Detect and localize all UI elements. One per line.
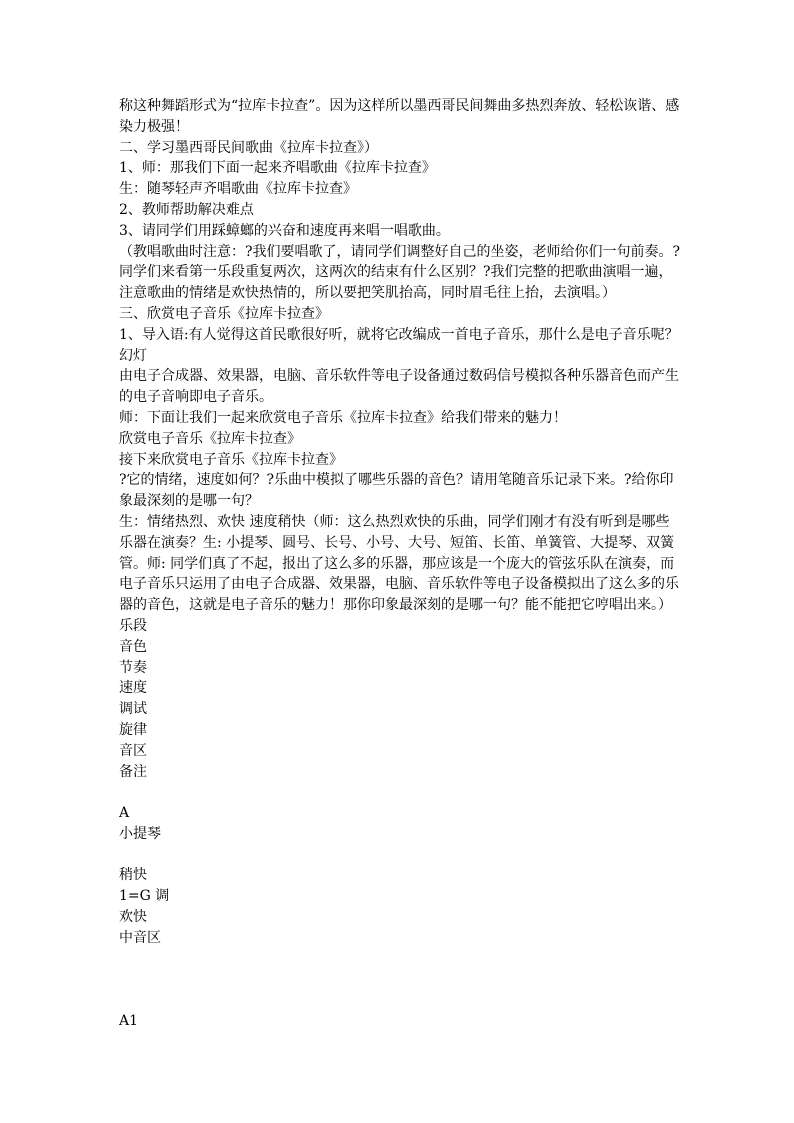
text-line: A [119, 805, 130, 822]
text-line: 幻灯 [119, 347, 147, 364]
text-line: 象最深刻的是哪一句？ [119, 493, 259, 510]
text-line: 小提琴 [119, 825, 161, 842]
text-line: 称这种舞蹈形式为“拉库卡拉查”。因为这样所以墨西哥民间舞曲多热烈奔放、轻松诙谐、感 [119, 98, 680, 114]
blank-line [119, 990, 679, 1011]
text-line: 1=G 调 [119, 888, 170, 905]
text-line: 1、师：那我们下面一起来齐唱歌曲《拉库卡拉查》 [119, 160, 436, 177]
text-line: 注意歌曲的情绪是欢快热情的，所以要把笑肌抬高，同时眉毛往上抬，去演唱。） [119, 285, 616, 302]
text-line: 师：下面让我们一起来欣赏电子音乐《拉库卡拉查》给我们带来的魅力！ [119, 409, 567, 426]
text-line: 的电子音响即电子音乐。 [119, 389, 273, 406]
text-line: 旋律 [119, 721, 147, 738]
text-line: 管。师: 同学们真了不起，报出了这么多的乐器，那应该是一个庞大的管弦乐队在演奏，而 [119, 555, 675, 572]
text-line: 染力极强！ [119, 118, 189, 135]
text-line: 节奏 [119, 659, 147, 676]
text-line: 电子音乐只运用了由电子合成器、效果器，电脑、音乐软件等电子设备模拟出了这么多的乐 [119, 576, 679, 593]
text-line: 由电子合成器、效果器，电脑、音乐软件等电子设备通过数码信号模拟各种乐器音色而产生 [119, 368, 679, 385]
blank-line [119, 845, 679, 866]
text-line: 生：随琴轻声齐唱歌曲《拉库卡拉查》 [119, 181, 357, 198]
blank-line [119, 782, 679, 803]
text-line: （教唱歌曲时注意：?我们要唱歌了，请同学们调整好自己的坐姿，老师给你们一句前奏。? [119, 243, 681, 260]
text-line: 欣赏电子音乐《拉库卡拉查》 [119, 430, 301, 447]
text-line: 同学们来看第一乐段重复两次，这两次的结束有什么区别？?我们完整的把歌曲演唱一遍， [119, 264, 673, 281]
text-line: 欢快 [119, 909, 147, 926]
text-line: 备注 [119, 763, 147, 780]
text-line: 三、欣赏电子音乐《拉库卡拉查》 [119, 305, 329, 322]
blank-line [119, 969, 679, 990]
text-line: 音区 [119, 742, 147, 759]
text-line: ?它的情绪，速度如何？?乐曲中模拟了哪些乐器的音色？请用笔随音乐记录下来。?给你印 [119, 472, 674, 489]
text-line: 器的音色，这就是电子音乐的魅力！那你印象最深刻的是哪一句？能不能把它哼唱出来。） [119, 597, 672, 614]
text-line: 调试 [119, 701, 147, 718]
document-body-text [119, 96, 679, 1032]
blank-line [119, 949, 679, 970]
text-line: 乐器在演奏？生: 小提琴、圆号、长号、小号、大号、短笛、长笛、单簧管、大提琴、双簧 [119, 534, 675, 551]
text-line: 1、导入语:有人觉得这首民歌很好听，就将它改编成一首电子音乐，那什么是电子音乐呢？ [119, 326, 679, 343]
text-line: 生：情绪热烈、欢快 速度稍快（师：这么热烈欢快的乐曲，同学们刚才有没有听到是哪些 [119, 513, 670, 530]
text-line: 稍快 [119, 867, 147, 884]
text-line: 乐段 [119, 617, 147, 634]
text-line: 中音区 [119, 929, 161, 946]
text-line: A1 [119, 1013, 139, 1030]
text-line: 2、教师帮助解决难点 [119, 201, 254, 218]
text-line: 二、学习墨西哥民间歌曲《拉库卡拉查》） [119, 139, 378, 156]
text-line: 速度 [119, 680, 147, 697]
text-line: 音色 [119, 638, 147, 655]
text-line: 接下来欣赏电子音乐《拉库卡拉查》 [119, 451, 343, 468]
text-line: 3、请同学们用踩蟑螂的兴奋和速度再来唱一唱歌曲。 [119, 222, 450, 239]
